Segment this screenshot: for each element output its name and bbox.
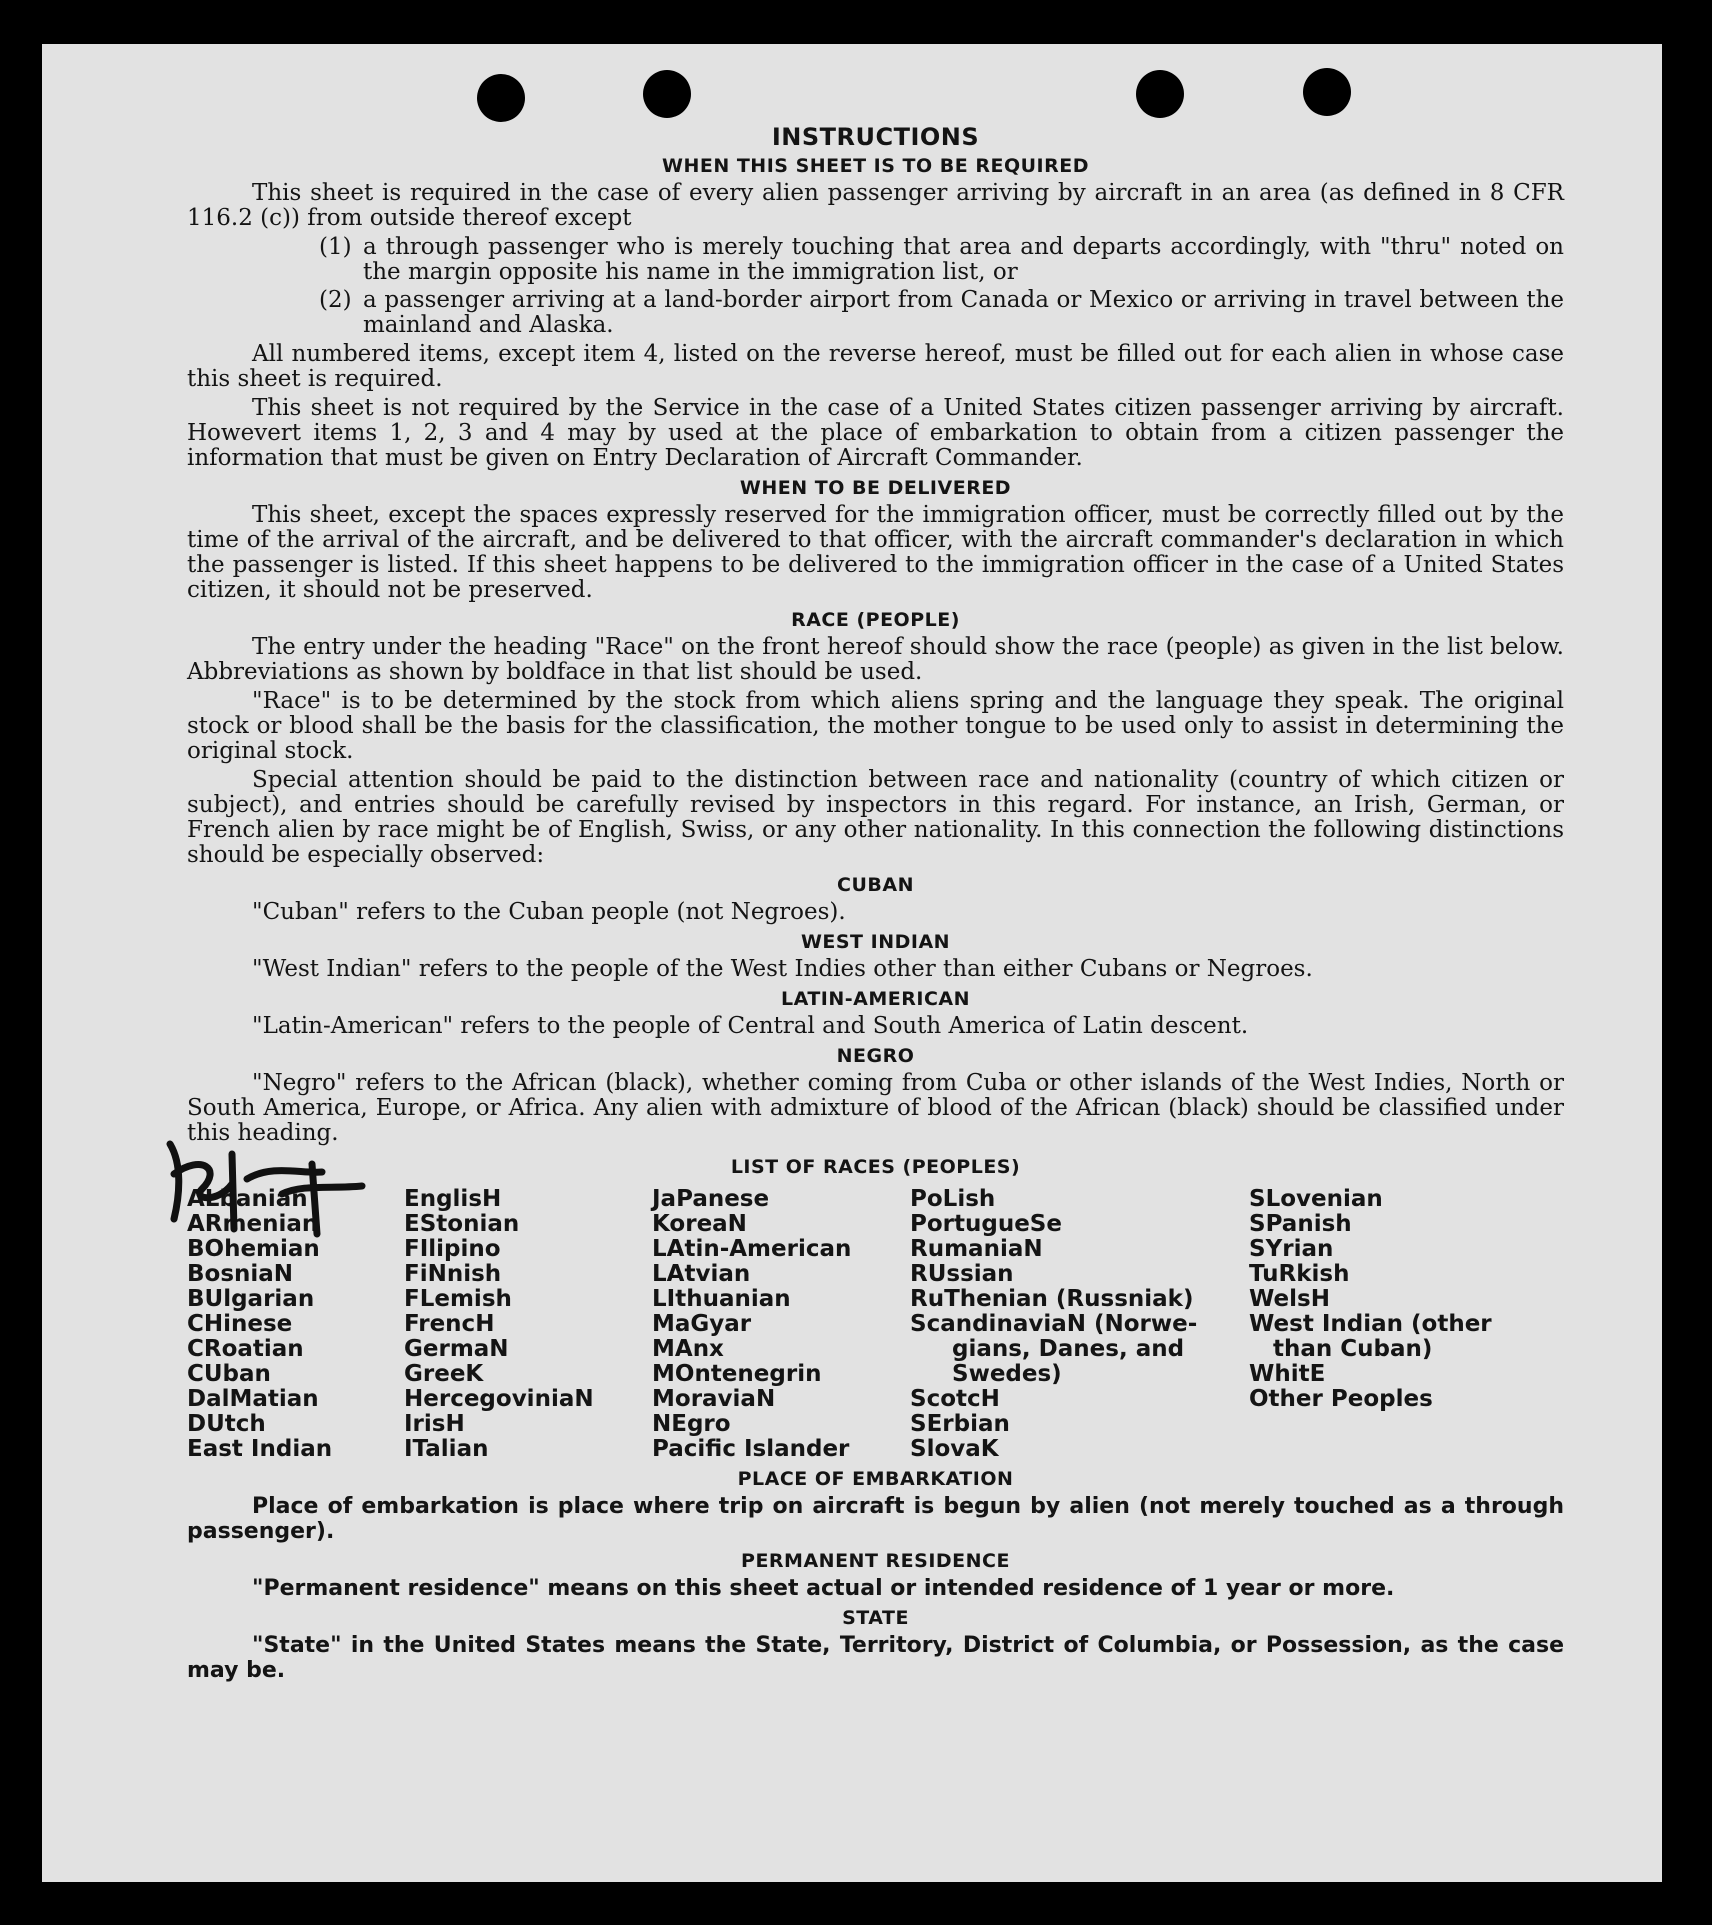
race-entry: DUtch <box>187 1411 266 1437</box>
paragraph: "Permanent residence" means on this sheet actual or intended residence of 1 year or more. <box>252 1576 1395 1601</box>
paragraph: Place of embarkation is place where trip on aircraft is begun by alien (not merely touched as a through passenger). <box>187 1494 1564 1544</box>
punch-hole <box>1303 68 1351 116</box>
race-entry: MOntenegrin <box>652 1361 822 1387</box>
race-entry: FLemish <box>404 1286 512 1312</box>
punch-hole <box>643 70 691 118</box>
race-entry: RUssian <box>910 1261 1014 1287</box>
item-number: (2) <box>319 287 352 313</box>
paragraph: This sheet is required in the case of every alien passenger arriving by aircraft in an area (as defined in 8 CFR 116.2 (c)) from outside thereof except <box>187 180 1564 231</box>
race-entry: MAnx <box>652 1336 724 1362</box>
race-entry: KoreaN <box>652 1211 747 1237</box>
race-entry: Swedes) <box>952 1361 1062 1387</box>
race-entry: SlovaK <box>910 1436 999 1462</box>
item-text: a passenger arriving at a land-border airport from Canada or Mexico or arriving in travel between the mainland and Alaska. <box>363 287 1564 338</box>
race-column <box>1249 1187 1549 1462</box>
race-entry: gians, Danes, and <box>952 1336 1185 1362</box>
race-entry: MoraviaN <box>652 1386 776 1412</box>
race-entry: TuRkish <box>1249 1261 1350 1287</box>
paragraph: The entry under the heading "Race" on the front hereof should show the race (people) as given in the list below. Abbreviations as shown by boldface in that list should be used. <box>187 634 1564 685</box>
punch-hole <box>1136 70 1184 118</box>
race-entry: FrencH <box>404 1311 495 1337</box>
race-column <box>404 1187 652 1462</box>
section-heading-required: WHEN THIS SHEET IS TO BE REQUIRED <box>661 155 1089 177</box>
paragraph: All numbered items, except item 4, listed on the reverse hereof, must be filled out for each alien in whose case this sheet is required. <box>187 341 1564 392</box>
section-heading-list: LIST OF RACES (PEOPLES) <box>730 1156 1021 1178</box>
list-item <box>187 235 1564 285</box>
paragraph: This sheet, except the spaces expressly reserved for the immigration officer, must be correctly filled out by the time of the arrival of the aircraft, and be delivered to that officer, with the aircraft commander's declaration in which the passenger is listed. If this sheet happens to be delivered to the immigration officer in the case of a United States citizen, it should not be preserved. <box>187 502 1564 603</box>
instructions-body <box>187 124 1564 1687</box>
paragraph: This sheet is not required by the Service in the case of a United States citizen passenger arriving by aircraft. Howevert items 1, 2, 3 and 4 may by used at the place of embarkation to obtain from a citizen passenger the information that must be given on Entry Declaration of Aircraft Commander. <box>187 395 1564 471</box>
race-entry: SYrian <box>1249 1236 1334 1262</box>
race-entry: CUban <box>187 1361 271 1387</box>
race-entry: GermaN <box>404 1336 509 1362</box>
paragraph: Special attention should be paid to the distinction between race and nationality (country of which citizen or subject), and entries should be carefully revised by inspectors in this regard. For instance, an Irish, German, or French alien by race might be of English, Swiss, or any other nationality. In this connection the following distinctions should be especially observed: <box>187 767 1564 868</box>
race-entry: NEgro <box>652 1411 731 1437</box>
section-heading-latin-american: LATIN-AMERICAN <box>781 988 970 1010</box>
race-entry: PoLish <box>910 1186 996 1212</box>
race-column <box>652 1187 910 1462</box>
race-entry: SPanish <box>1249 1211 1352 1237</box>
race-entry: East Indian <box>187 1436 333 1462</box>
race-list <box>187 1187 1564 1462</box>
race-entry: BUlgarian <box>187 1286 315 1312</box>
race-entry: WelsH <box>1249 1286 1330 1312</box>
race-column <box>910 1187 1249 1462</box>
punch-hole <box>477 74 525 122</box>
race-entry: Pacific Islander <box>652 1436 850 1462</box>
race-entry: MaGyar <box>652 1311 752 1337</box>
section-heading-cuban: CUBAN <box>837 874 914 896</box>
handwritten-scribble <box>162 1134 382 1244</box>
item-text: a through passenger who is merely touching that area and departs accordingly, with "thru" noted on the margin opposite his name in the immigration list, or <box>363 234 1564 285</box>
paragraph: "State" in the United States means the State, Territory, District of Columbia, or Possession, as the case may be. <box>187 1633 1564 1683</box>
race-entry: GreeK <box>404 1361 484 1387</box>
race-entry: RuThenian (Russniak) <box>910 1286 1194 1312</box>
race-entry: HercegoviniaN <box>404 1386 594 1412</box>
race-entry: Other Peoples <box>1249 1386 1433 1412</box>
race-entry: SLovenian <box>1249 1186 1383 1212</box>
race-entry: FIlipino <box>404 1236 501 1262</box>
paragraph: "Cuban" refers to the Cuban people (not Negroes). <box>252 899 846 925</box>
race-entry: BosniaN <box>187 1261 294 1287</box>
race-entry: JaPanese <box>652 1186 770 1212</box>
section-heading-residence: PERMANENT RESIDENCE <box>741 1550 1010 1572</box>
race-entry: BOhemian <box>187 1236 320 1262</box>
race-entry: EStonian <box>404 1211 520 1237</box>
race-entry: West Indian (other <box>1249 1311 1492 1337</box>
list-item <box>187 288 1564 338</box>
race-entry: DalMatian <box>187 1386 319 1412</box>
race-entry: ITalian <box>404 1436 489 1462</box>
item-number: (1) <box>319 234 352 260</box>
race-entry: ScandinaviaN (Norwe- <box>910 1311 1198 1337</box>
race-entry: than Cuban) <box>1273 1336 1433 1362</box>
section-heading-race: RACE (PEOPLE) <box>791 609 960 631</box>
race-entry: LIthuanian <box>652 1286 791 1312</box>
race-entry: SErbian <box>910 1411 1010 1437</box>
section-heading-embarkation: PLACE OF EMBARKATION <box>737 1468 1014 1490</box>
race-entry: FiNnish <box>404 1261 502 1287</box>
race-entry: IrisH <box>404 1411 465 1437</box>
section-heading-state: STATE <box>842 1607 909 1629</box>
paragraph: "Race" is to be determined by the stock from which aliens spring and the language they speak. The original stock or blood shall be the basis for the classification, the mother tongue to be used only to assist in determining the original stock. <box>187 688 1564 764</box>
section-heading-west-indian: WEST INDIAN <box>800 931 951 953</box>
race-entry: LAtin-American <box>652 1236 852 1262</box>
race-entry: ALbanian <box>187 1186 308 1212</box>
race-entry: LAtvian <box>652 1261 751 1287</box>
document-sheet <box>42 44 1662 1882</box>
race-entry: CRoatian <box>187 1336 304 1362</box>
paragraph: "West Indian" refers to the people of the West Indies other than either Cubans or Negroes. <box>252 956 1313 982</box>
race-entry: ScotcH <box>910 1386 1000 1412</box>
race-entry: RumaniaN <box>910 1236 1043 1262</box>
race-entry: EnglisH <box>404 1186 502 1212</box>
paragraph: "Negro" refers to the African (black), whether coming from Cuba or other islands of the West Indies, North or South America, Europe, or Africa. Any alien with admixture of blood of the African (black) should be classified under this heading. <box>187 1070 1564 1146</box>
race-entry: PortugueSe <box>910 1211 1062 1237</box>
race-entry: WhitE <box>1249 1361 1326 1387</box>
paragraph: "Latin-American" refers to the people of Central and South America of Latin descent. <box>252 1013 1249 1039</box>
section-heading-negro: NEGRO <box>836 1045 915 1067</box>
race-entry: ARmenian <box>187 1211 319 1237</box>
page-title: INSTRUCTIONS <box>771 123 980 151</box>
section-heading-delivered: WHEN TO BE DELIVERED <box>739 477 1012 499</box>
race-entry: CHinese <box>187 1311 293 1337</box>
